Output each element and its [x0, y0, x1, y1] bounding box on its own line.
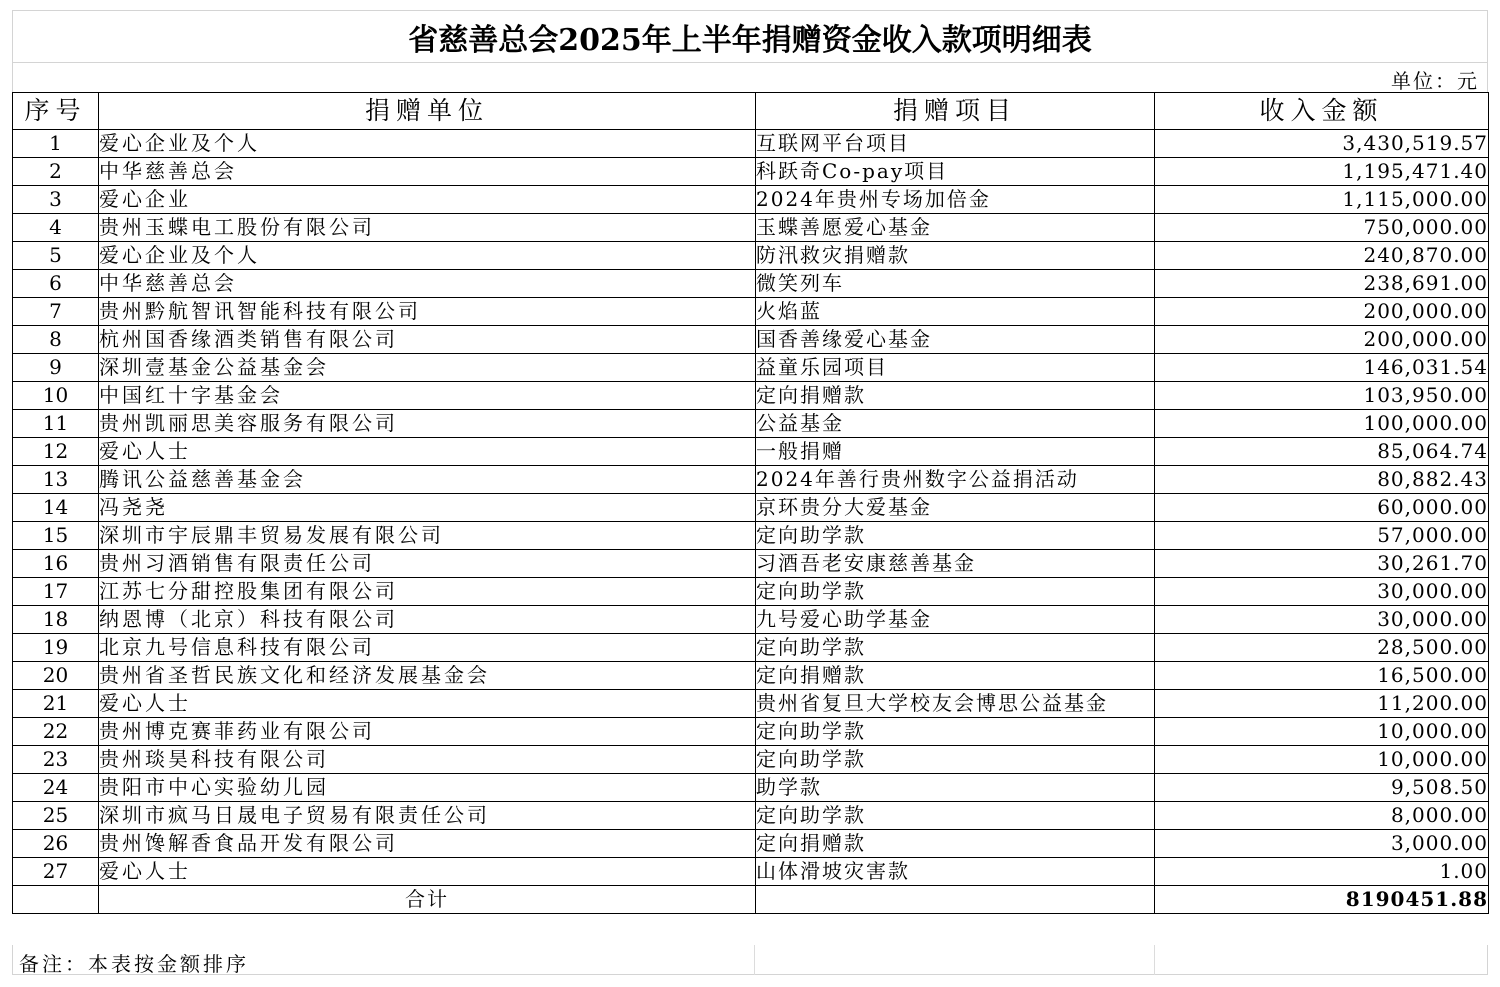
- row-amount: 10,000.00: [1155, 746, 1489, 774]
- row-amount: 1.00: [1155, 858, 1489, 886]
- table-row: [13, 578, 1489, 606]
- row-index: 10: [13, 382, 99, 410]
- table-header-row: [13, 93, 1489, 130]
- table-row: [13, 298, 1489, 326]
- row-index: 23: [13, 746, 99, 774]
- row-project: 定向捐赠款: [756, 662, 1155, 690]
- row-project: 定向助学款: [756, 746, 1155, 774]
- header-donor: 捐赠单位: [99, 93, 756, 130]
- row-donor: 中华慈善总会: [99, 270, 756, 298]
- row-amount: 60,000.00: [1155, 494, 1489, 522]
- unit-label: 单位：元: [1391, 69, 1479, 93]
- row-amount: 9,508.50: [1155, 774, 1489, 802]
- grid-line: [754, 945, 755, 975]
- row-amount: 1,195,471.40: [1155, 158, 1489, 186]
- row-donor: 贵州习酒销售有限责任公司: [99, 550, 756, 578]
- page-title: 省慈善总会2025年上半年捐赠资金收入款项明细表: [408, 22, 1092, 58]
- row-index: 15: [13, 522, 99, 550]
- row-index: 6: [13, 270, 99, 298]
- table-row: [13, 606, 1489, 634]
- row-index: 14: [13, 494, 99, 522]
- row-index: 21: [13, 690, 99, 718]
- unit-row: [12, 62, 1488, 92]
- row-project: 定向捐赠款: [756, 830, 1155, 858]
- table-row: [13, 662, 1489, 690]
- table-row: [13, 270, 1489, 298]
- row-index: 17: [13, 578, 99, 606]
- table-row: [13, 242, 1489, 270]
- row-project: 定向助学款: [756, 718, 1155, 746]
- row-donor: 贵州博克赛菲药业有限公司: [99, 718, 756, 746]
- row-donor: 爱心人士: [99, 858, 756, 886]
- row-amount: 200,000.00: [1155, 326, 1489, 354]
- row-donor: 爱心企业及个人: [99, 130, 756, 158]
- row-project: 贵州省复旦大学校友会博思公益基金: [756, 690, 1155, 718]
- row-index: 1: [13, 130, 99, 158]
- row-amount: 28,500.00: [1155, 634, 1489, 662]
- row-project: 定向捐赠款: [756, 382, 1155, 410]
- row-amount: 30,261.70: [1155, 550, 1489, 578]
- row-donor: 贵州玉蝶电工股份有限公司: [99, 214, 756, 242]
- row-amount: 1,115,000.00: [1155, 186, 1489, 214]
- table-row: [13, 802, 1489, 830]
- row-index: 3: [13, 186, 99, 214]
- row-amount: 238,691.00: [1155, 270, 1489, 298]
- row-donor: 贵州琰昊科技有限公司: [99, 746, 756, 774]
- row-index: 22: [13, 718, 99, 746]
- total-row: [13, 886, 1489, 914]
- row-donor: 贵州馋解香食品开发有限公司: [99, 830, 756, 858]
- table-row: [13, 326, 1489, 354]
- table-row: [13, 158, 1489, 186]
- row-project: 益童乐园项目: [756, 354, 1155, 382]
- table-row: [13, 438, 1489, 466]
- row-index: 5: [13, 242, 99, 270]
- row-donor: 杭州国香缘酒类销售有限公司: [99, 326, 756, 354]
- row-donor: 腾讯公益慈善基金会: [99, 466, 756, 494]
- row-index: 26: [13, 830, 99, 858]
- row-amount: 200,000.00: [1155, 298, 1489, 326]
- note-row: [12, 945, 1488, 975]
- header-project: 捐赠项目: [756, 93, 1155, 130]
- row-amount: 3,000.00: [1155, 830, 1489, 858]
- table-row: [13, 214, 1489, 242]
- row-donor: 纳恩博（北京）科技有限公司: [99, 606, 756, 634]
- row-donor: 中国红十字基金会: [99, 382, 756, 410]
- row-project: 助学款: [756, 774, 1155, 802]
- row-donor: 爱心人士: [99, 438, 756, 466]
- row-index: 20: [13, 662, 99, 690]
- row-project: 定向助学款: [756, 578, 1155, 606]
- row-donor: 深圳市疯马日晟电子贸易有限责任公司: [99, 802, 756, 830]
- row-index: 18: [13, 606, 99, 634]
- total-blank: [756, 886, 1155, 914]
- title-row: [12, 10, 1488, 62]
- row-amount: 146,031.54: [1155, 354, 1489, 382]
- row-donor: 贵州凯丽思美容服务有限公司: [99, 410, 756, 438]
- table-row: [13, 130, 1489, 158]
- row-index: 9: [13, 354, 99, 382]
- row-project: 九号爱心助学基金: [756, 606, 1155, 634]
- row-amount: 750,000.00: [1155, 214, 1489, 242]
- row-donor: 贵州省圣哲民族文化和经济发展基金会: [99, 662, 756, 690]
- row-project: 科跃奇Co-pay项目: [756, 158, 1155, 186]
- row-project: 山体滑坡灾害款: [756, 858, 1155, 886]
- row-donor: 江苏七分甜控股集团有限公司: [99, 578, 756, 606]
- total-label: 合计: [99, 886, 756, 914]
- row-donor: 贵阳市中心实验幼儿园: [99, 774, 756, 802]
- row-project: 互联网平台项目: [756, 130, 1155, 158]
- table-row: [13, 746, 1489, 774]
- table-row: [13, 494, 1489, 522]
- row-project: 防汛救灾捐赠款: [756, 242, 1155, 270]
- row-amount: 8,000.00: [1155, 802, 1489, 830]
- grid-line: [1154, 945, 1155, 975]
- row-project: 玉蝶善愿爱心基金: [756, 214, 1155, 242]
- row-donor: 北京九号信息科技有限公司: [99, 634, 756, 662]
- row-project: 公益基金: [756, 410, 1155, 438]
- row-project: 微笑列车: [756, 270, 1155, 298]
- row-project: 定向助学款: [756, 634, 1155, 662]
- table-row: [13, 830, 1489, 858]
- row-donor: 深圳壹基金公益基金会: [99, 354, 756, 382]
- row-amount: 30,000.00: [1155, 578, 1489, 606]
- total-blank: [13, 886, 99, 914]
- row-amount: 10,000.00: [1155, 718, 1489, 746]
- total-amount: 8190451.88: [1155, 886, 1489, 914]
- header-index: 序号: [13, 93, 99, 130]
- table-row: [13, 718, 1489, 746]
- table-row: [13, 774, 1489, 802]
- row-index: 4: [13, 214, 99, 242]
- row-project: 习酒吾老安康慈善基金: [756, 550, 1155, 578]
- row-index: 25: [13, 802, 99, 830]
- donation-table: [12, 92, 1489, 914]
- table-row: [13, 550, 1489, 578]
- row-amount: 80,882.43: [1155, 466, 1489, 494]
- table-row: [13, 186, 1489, 214]
- row-donor: 爱心企业: [99, 186, 756, 214]
- row-project: 京环贵分大爱基金: [756, 494, 1155, 522]
- row-donor: 中华慈善总会: [99, 158, 756, 186]
- row-project: 定向助学款: [756, 522, 1155, 550]
- row-index: 24: [13, 774, 99, 802]
- row-project: 一般捐赠: [756, 438, 1155, 466]
- row-amount: 11,200.00: [1155, 690, 1489, 718]
- table-note: 备注：本表按金额排序: [19, 952, 249, 976]
- row-project: 国香善缘爱心基金: [756, 326, 1155, 354]
- row-index: 16: [13, 550, 99, 578]
- row-amount: 103,950.00: [1155, 382, 1489, 410]
- table-row: [13, 354, 1489, 382]
- row-index: 13: [13, 466, 99, 494]
- row-amount: 100,000.00: [1155, 410, 1489, 438]
- row-index: 19: [13, 634, 99, 662]
- row-amount: 57,000.00: [1155, 522, 1489, 550]
- row-project: 2024年善行贵州数字公益捐活动: [756, 466, 1155, 494]
- table-row: [13, 858, 1489, 886]
- row-project: 定向助学款: [756, 802, 1155, 830]
- row-donor: 深圳市宇辰鼎丰贸易发展有限公司: [99, 522, 756, 550]
- row-amount: 16,500.00: [1155, 662, 1489, 690]
- row-amount: 30,000.00: [1155, 606, 1489, 634]
- table-row: [13, 410, 1489, 438]
- row-amount: 85,064.74: [1155, 438, 1489, 466]
- row-project: 2024年贵州专场加倍金: [756, 186, 1155, 214]
- row-donor: 爱心企业及个人: [99, 242, 756, 270]
- table-row: [13, 382, 1489, 410]
- row-donor: 贵州黔航智讯智能科技有限公司: [99, 298, 756, 326]
- row-amount: 3,430,519.57: [1155, 130, 1489, 158]
- row-index: 7: [13, 298, 99, 326]
- table-row: [13, 466, 1489, 494]
- row-donor: 爱心人士: [99, 690, 756, 718]
- row-project: 火焰蓝: [756, 298, 1155, 326]
- row-index: 2: [13, 158, 99, 186]
- table-row: [13, 690, 1489, 718]
- row-amount: 240,870.00: [1155, 242, 1489, 270]
- row-index: 8: [13, 326, 99, 354]
- row-index: 11: [13, 410, 99, 438]
- table-row: [13, 522, 1489, 550]
- row-donor: 冯尧尧: [99, 494, 756, 522]
- header-amount: 收入金额: [1155, 93, 1489, 130]
- row-index: 12: [13, 438, 99, 466]
- row-index: 27: [13, 858, 99, 886]
- table-row: [13, 634, 1489, 662]
